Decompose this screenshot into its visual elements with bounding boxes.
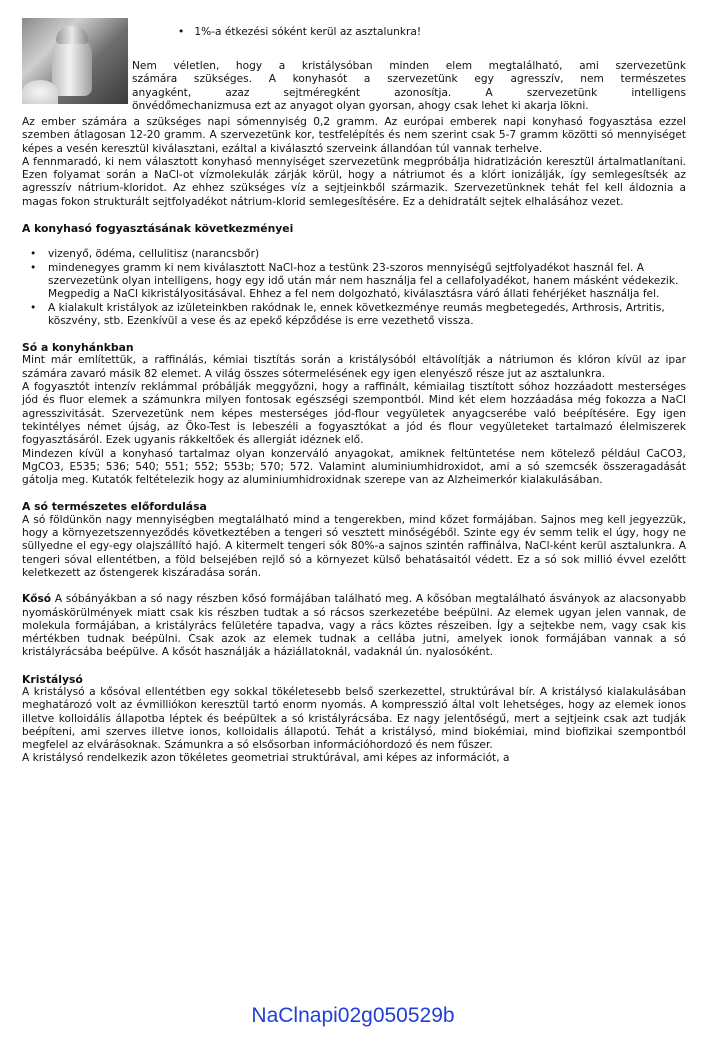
paragraph: A só földünkön nagy mennyiségben megtalálható mind a tengerekben, mind kőzet formájában. Sajnos meg kell jegyezzük, hogy a környezetszennyeződés következtében a tengeri só vesztett minőségéből. Szinte egy év semm telik el úgy, hogy ne süllyedne el egy-egy olajszállító hajó. A kitermelt tengeri sók 80%-a sajnos szintén raffinálva, NaCl-ként kerül asztalunkra. A tengeri sóval ellentétben, a föld belsejében rejlő só a környezet külső behatásaitól védett. Ez a só sok millió évvel ezelőtt keletkezett az őstengerek kiszáradása során.	[22, 513, 686, 579]
intro-line: számára szükséges. A konyhasót a szervezetünk egy agresszív, nem természetes	[132, 73, 686, 86]
list-item: • A kialakult kristályok az izületeinkben rakódnak le, ennek következménye reumás megbetegedés, Arthrosis, Artritis, köszvény, stb. Ezenkívül a vese és az epekő képződése is erre vezethető vissza.	[30, 301, 665, 327]
main-content	[22, 116, 686, 766]
section-heading-kitchen: Só a konyhánkban	[22, 341, 134, 355]
top-bullet: • 1%-a étkezési sóként kerül az asztalunkra!	[178, 26, 422, 38]
paragraph: Mint már említettük, a raffinálás, kémiai tisztítás során a kristálysóból eltávolítják a nátriumon és klóron kívül az ipar számára zavaró másik 82 elemet. A világ összes sótermelésének egy igen elenyésző része jut az asztalunkra.	[22, 354, 686, 380]
paragraph: A kristálysó a kősóval ellentétben egy sokkal tökéletesebb belső szerkezettel, struktúrával bír. A kristálysó kialakulásában meghatározó volt az évmilliókon keresztül tartó enorm nyomás. A kompresszió által volt lehetséges, hogy az elemek ionos illetve kolloidális állapotba léptek és beépültek a só kristályrácsába. Ez nagy jelentőségű, mert a sejtjeink csak azt tudják beépíteni, ami szerves illetve ionos, kolloidalis állapotú. Tehát a kristálysó, mind biokémiai, mind biofizikai szempontból megfelel az elvárásoknak. Számunkra a só elsősorban információhordozó és nem fűszer.	[22, 685, 686, 752]
intro-continuation: Az ember számára a szükséges napi sómennyiség 0,2 gramm. Az európai emberek napi konyhasó fogyasztása ezzel szemben átlagosan 12-20 gramm. A szervezetünk kor, testfelépítés és nem szerint csak 5-7 gramm közötti só mennyiséget képes a vesén keresztül kiválasztani, ezáltal a kiválasztó szerveink állandóan túl vannak terhelve.	[22, 116, 686, 155]
section-heading-occurrence: A só természetes előfordulása	[22, 500, 207, 514]
intro-paragraph-2: A fennmaradó, ki nem választott konyhasó mennyiséget szervezetünk megpróbálja hidratizáción keresztül ártalmatlanítani. Ezen folyamat során a NaCl-ot vízmolekulák zárják körül, hogy a nátriumot és a klórt ionizálják, így semlegesítsék az agresszív nátrium-kloridot. Az ehhez szükséges víz a sejtjeinkből származik. Szervezetünknek tehát fel kell áldoznia a magas fokon strukturált sejtfolyadékot nátrium-klorid semlegesítésére. Ez a dehidratált sejtek elhalásához vezet.	[22, 155, 686, 208]
rock-salt-paragraph: Kősó A sóbányákban a só nagy részben kősó formájában található meg. A kősóban megtalálható ásványok az alacsonyabb nyomáskörülmények miatt csak kis részben tudtak a só rácsos szerkezetébe beépülni. Az elemek ugyan jelen vannak, de molekula formájában, a kristályrács felületére tapadva, vagy a rács köztes részeiben. Így a sejtekbe nem, vagy csak kis mértékben tudnak beépülni. Csak azok az elemek tudnak a cellába jutni, amelyek ionok formájában vannak a só kristályrácsába beépülve. A kősót használják a háziállatoknál, vadaknál ún. nyalosóként.	[22, 593, 686, 659]
section-heading-rock-salt: Kősó	[22, 593, 52, 606]
paragraph: Mindezen kívül a konyhasó tartalmaz olyan konzerváló anyagokat, amiknek feltüntetése nem kötelező például CaCO3, MgCO3, E535; 536; 540; 551; 552; 553b; 570; 572. Valamint aluminiumhidroxidot, ami a só szemcsék összeragadását gátolja meg. Kutatók feltételezik hogy az aluminiumhidroxidnak szerepe van az Alzheimerkór kialakulásában.	[22, 447, 686, 487]
list-item: • vizenyő, ödéma, cellulitisz (narancsbőr)	[30, 248, 260, 261]
intro-line: Nem véletlen, hogy a kristálysóban minden elem megtalálható, ami szervezetünk	[132, 60, 686, 72]
section-heading-consequences: A konyhasó fogyasztásának következményei	[22, 222, 294, 236]
list-item: • mindenegyes gramm ki nem kiválasztott NaCl-hoz a testünk 23-szoros mennyiségű sejtfolyadékot használ fel. A szervezetünk olyan intelligens, hogy egy idő után már nem használja fel a cellafolyadékot, hanem másként védekezik. Megpedig a NaCl kikristályositásával. Ehhez a fel nem dolgozható, kiválasztásra váró állati fehérjéket használja fel.	[30, 261, 679, 301]
intro-block	[132, 60, 686, 113]
paragraph-last-line: A kristálysó rendelkezik azon tökéletes geometriai struktúrával, ami képes az információt, a	[22, 752, 510, 765]
top-bullet-text: 1%-a étkezési sóként kerül az asztalunkra!	[194, 26, 422, 38]
consequences-list	[22, 248, 686, 328]
salt-shaker-photo	[22, 18, 128, 104]
footer-code: NaClnapi02g050529b	[251, 1004, 455, 1027]
section-heading-crystal-salt: Kristálysó	[22, 672, 83, 686]
intro-line: önvédőmechanizmusa ezt az anyagot olyan gyorsan, ahogy csak lehet ki akarja lökni.	[132, 99, 589, 112]
intro-line: anyagként, azaz sejtméregként azonosítja. A szervezetünk intelligens	[132, 86, 686, 99]
paragraph: A fogyasztót intenzív reklámmal próbálják meggyőzni, hogy a raffinált, kémiailag tisztított sóhoz hozzáadott mesterséges jód és fluor elemek a számunkra milyen fontosak egészségi szempontból. Mind két elem hozzáadása még fokozza a NaCl agresszivitását. Szervezetünk nem képes mesterséges jód-flour vegyületek anyagcserébe való beépítésére. Egy igen tekintélyes német újság, az Öko-Test is lebeszéli a fogyasztókat a jód és flour vegyületeket tartalmazó élelmiszerek fogyasztásáról. Ezek ugyanis rákkeltőek és allergiát idéznek elő.	[22, 381, 686, 447]
